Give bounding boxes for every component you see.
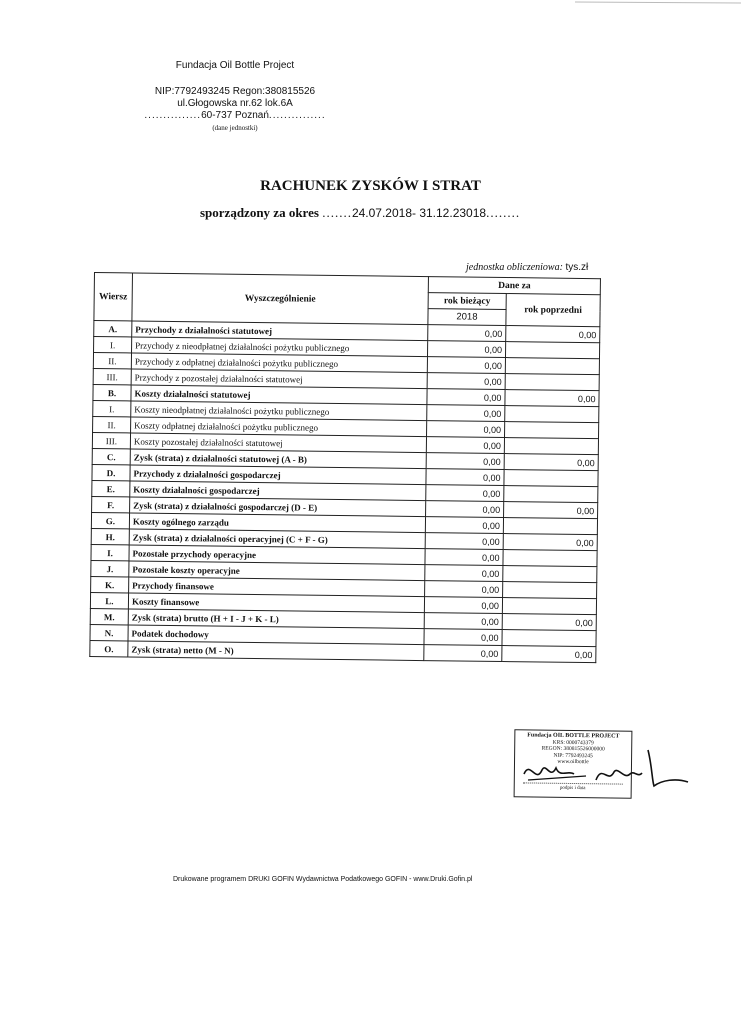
row-current-value: 0,00 — [427, 421, 505, 438]
row-current-value: 0,00 — [426, 437, 504, 454]
stamp-name: Fundacja OIL BOTTLE PROJECT — [527, 732, 620, 740]
organization-ids: NIP:7792493245 Regon:380815526 — [154, 86, 316, 97]
header-current-year-value: 2018 — [428, 309, 506, 326]
row-previous-value — [503, 582, 597, 599]
handwritten-signature — [516, 740, 716, 795]
row-previous-value — [505, 422, 599, 439]
row-label: Podatek dochodowy — [128, 625, 424, 645]
row-label: Przychody z działalności gospodarczej — [130, 465, 426, 485]
row-current-value: 0,00 — [427, 405, 505, 422]
row-current-value: 0,00 — [425, 533, 503, 550]
row-previous-value: 0,00 — [504, 454, 598, 471]
row-current-value: 0,00 — [427, 373, 505, 390]
row-code: O. — [90, 640, 128, 656]
organization-name: Fundacja Oil Bottle Project — [175, 60, 295, 71]
row-label: Przychody z nieodpłatnej działalności pożytku publicznego — [132, 337, 428, 357]
row-current-value: 0,00 — [426, 501, 504, 518]
row-previous-value: 0,00 — [503, 534, 597, 551]
row-previous-value — [504, 438, 598, 455]
row-previous-value: 0,00 — [506, 326, 600, 343]
row-label: Koszty ogólnego zarządu — [129, 513, 425, 533]
stamp-nip: NIP: 7792493245 — [553, 752, 593, 759]
row-code: F. — [92, 496, 130, 512]
row-label: Przychody z odpłatnej działalności pożytku publicznego — [131, 353, 427, 373]
row-code: I. — [93, 400, 131, 416]
row-label: Koszty odpłatnej działalności pożytku publicznego — [131, 417, 427, 437]
stamp-caption: podpis i data — [559, 785, 586, 792]
row-current-value: 0,00 — [428, 325, 506, 342]
row-previous-value — [504, 486, 598, 503]
row-label: Koszty działalności gospodarczej — [130, 481, 426, 501]
row-code: B. — [93, 384, 131, 400]
row-previous-value — [503, 518, 597, 535]
organization-address-street: ul.Głogowska nr.62 lok.6A — [177, 98, 293, 109]
row-code: H. — [91, 528, 129, 544]
row-label: Przychody z działalności statutowej — [132, 321, 428, 341]
header-description: Wyszczególnienie — [132, 273, 429, 325]
row-label: Koszty działalności statutowej — [131, 385, 427, 405]
row-current-value: 0,00 — [426, 485, 504, 502]
row-previous-value — [505, 358, 599, 375]
row-code: III. — [93, 368, 131, 384]
row-previous-value — [504, 470, 598, 487]
scan-edge-mark — [575, 0, 741, 6]
row-label: Przychody z pozostałej działalności statutowej — [131, 369, 427, 389]
row-previous-value — [505, 342, 599, 359]
row-current-value: 0,00 — [425, 517, 503, 534]
row-label: Zysk (strata) z działalności gospodarczej (D - E) — [130, 497, 426, 517]
header-row-code: Wiersz — [94, 273, 133, 321]
row-label: Zysk (strata) z działalności operacyjnej (C + F - G) — [129, 529, 425, 549]
organization-caption: (dane jednostki) — [212, 124, 258, 132]
row-current-value: 0,00 — [426, 453, 504, 470]
row-previous-value: 0,00 — [504, 502, 598, 519]
period-value: 24.07.2018- 31.12.23018 — [351, 206, 487, 220]
row-code: III. — [92, 432, 130, 448]
row-label: Pozostałe koszty operacyjne — [129, 561, 425, 581]
row-label: Koszty pozostałej działalności statutowej — [130, 433, 426, 453]
row-label: Koszty nieodpłatnej działalności pożytku publicznego — [131, 401, 427, 421]
row-code: J. — [91, 560, 129, 576]
organization-address-city: 60-737 Poznań — [201, 110, 269, 121]
row-label: Zysk (strata) netto (M - N) — [128, 641, 424, 661]
row-current-value: 0,00 — [427, 357, 505, 374]
row-previous-value — [502, 630, 596, 647]
row-previous-value — [505, 406, 599, 423]
row-code: G. — [91, 512, 129, 528]
row-previous-value: 0,00 — [502, 646, 596, 663]
row-label: Zysk (strata) z działalności statutowej (A - B) — [130, 449, 426, 469]
document-title: RACHUNEK ZYSKÓW I STRAT — [260, 178, 481, 194]
row-previous-value — [502, 598, 596, 615]
row-label: Koszty finansowe — [128, 593, 424, 613]
stamp-regon: REGON: 380815526000000 — [541, 745, 605, 753]
row-current-value: 0,00 — [424, 645, 502, 662]
stamp-krs: KRS: 0000743379 — [552, 739, 594, 746]
header-previous-year: rok poprzedni — [506, 294, 600, 327]
period-label: sporządzony za okres — [200, 205, 319, 220]
income-statement-table — [89, 272, 601, 663]
row-code: II. — [93, 416, 131, 432]
printer-footer: Drukowane programem DRUKI GOFIN Wydawnictwa Podatkowego GOFIN - www.Druki.Gofin.pl — [173, 876, 473, 883]
unit-value: tys.zł — [565, 262, 589, 273]
row-current-value: 0,00 — [425, 549, 503, 566]
row-current-value: 0,00 — [425, 565, 503, 582]
row-previous-value — [503, 566, 597, 583]
row-previous-value — [505, 374, 599, 391]
row-current-value: 0,00 — [424, 613, 502, 630]
row-previous-value — [503, 550, 597, 567]
row-code: A. — [94, 321, 132, 337]
row-label: Przychody finansowe — [129, 577, 425, 597]
document-period: sporządzony za okres .......24.07.2018- 31.12.23018........ — [200, 205, 521, 220]
row-current-value: 0,00 — [424, 597, 502, 614]
header-current-year: rok bieżący — [428, 293, 506, 310]
row-code: M. — [90, 608, 128, 624]
row-label: Zysk (strata) brutto (H + I - J + K - L) — [128, 609, 424, 629]
row-previous-value: 0,00 — [502, 614, 596, 631]
row-current-value: 0,00 — [425, 581, 503, 598]
row-current-value: 0,00 — [427, 389, 505, 406]
row-code: I. — [91, 544, 129, 560]
row-code: I. — [94, 337, 132, 353]
row-code: D. — [92, 464, 130, 480]
stamp-www: www.oilbottle — [557, 758, 589, 766]
row-previous-value: 0,00 — [505, 390, 599, 407]
row-current-value: 0,00 — [427, 341, 505, 358]
row-code: C. — [92, 448, 130, 464]
unit-label: jednostka obliczeniowa: — [466, 262, 563, 273]
unit-of-measure — [466, 262, 588, 273]
row-current-value: 0,00 — [424, 629, 502, 646]
organization-block: Fundacja Oil Bottle Project NIP:7792493245 Regon:380815526 ul.Głogowska nr.62 lok.6A ...............60-737 Poznań............... (dane jednostki) — [120, 60, 350, 134]
row-label: Pozostałe przychody operacyjne — [129, 545, 425, 565]
row-code: II. — [93, 353, 131, 369]
row-code: L. — [90, 592, 128, 608]
row-code: E. — [92, 480, 130, 496]
header-data-for: Dane za — [428, 277, 600, 295]
row-code: K. — [91, 576, 129, 592]
row-current-value: 0,00 — [426, 469, 504, 486]
row-code: N. — [90, 624, 128, 640]
